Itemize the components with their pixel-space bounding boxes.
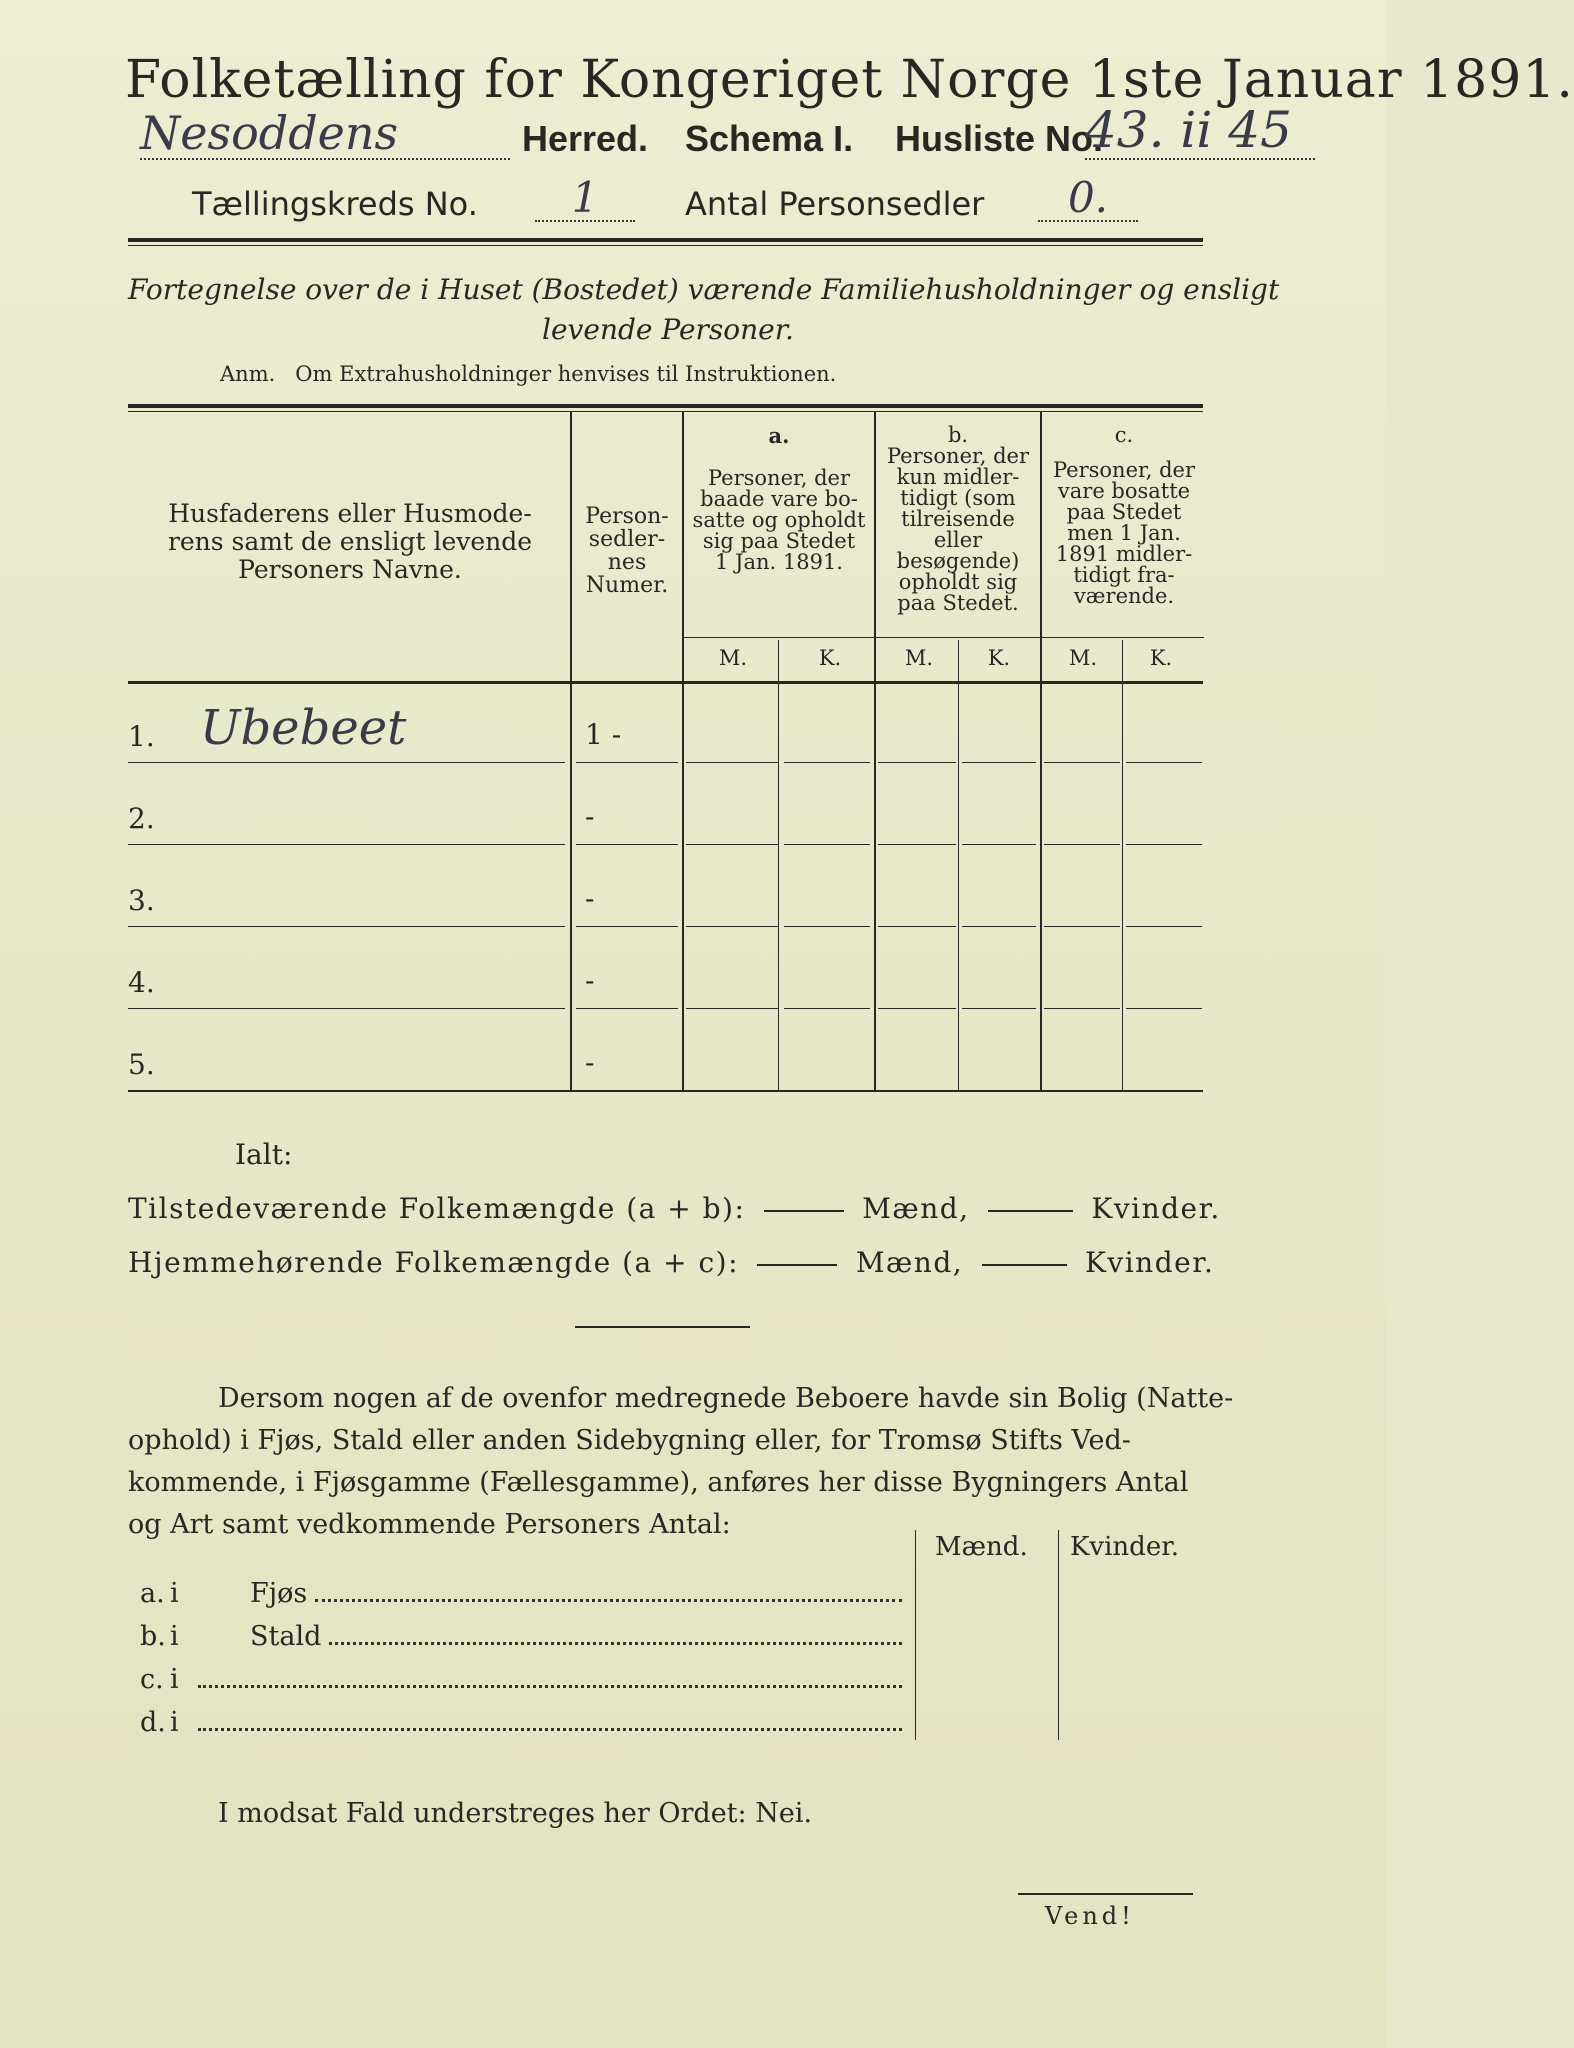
col-a-line-5: 1 Jan. 1891.	[715, 550, 843, 574]
herred-label: Herred.	[522, 118, 649, 159]
building-row-label: Fjøs	[250, 1578, 308, 1609]
form-title: Folketælling for Kongeriget Norge 1ste Januar 1891.	[125, 50, 1574, 110]
row-underline	[1126, 1008, 1202, 1009]
col-c-letter: c.	[1114, 423, 1134, 447]
col-b-line-2: kun midler-	[896, 465, 1020, 489]
row-person-number: -	[585, 1046, 595, 1079]
row-underline	[686, 844, 778, 845]
tilstede-maend: Mænd,	[862, 1192, 970, 1225]
col-line-mk-a	[778, 640, 779, 1090]
husliste-label: Husliste No.	[895, 118, 1104, 159]
husliste-value: 43. ii 45	[1085, 102, 1315, 160]
col-b-line-7: opholdt sig	[898, 570, 1018, 594]
row-underline	[784, 844, 870, 845]
row-underline	[784, 1008, 870, 1009]
row-underline	[878, 1008, 956, 1009]
hjemme-kvinder: Kvinder.	[1084, 1246, 1215, 1279]
col-name-line-2: rens samt de ensligt levende	[167, 527, 533, 556]
col-name-line-3: Personers Navne.	[238, 555, 462, 584]
building-row	[140, 1621, 902, 1652]
row-underline	[784, 762, 870, 763]
building-row-i: i	[170, 1578, 179, 1609]
row-underline	[1126, 762, 1202, 763]
row-underline	[962, 844, 1036, 845]
row-underline	[128, 1008, 565, 1009]
col-b-letter: b.	[947, 423, 969, 447]
col-b-line-5: eller	[933, 528, 983, 552]
building-row-i: i	[170, 1664, 179, 1695]
k-label-c: K.	[1149, 646, 1173, 670]
building-row-letter: d.	[140, 1707, 166, 1738]
section-divider	[575, 1326, 750, 1328]
row-number: 4.	[128, 966, 155, 999]
tilstede-kvinder: Kvinder.	[1091, 1192, 1221, 1225]
table-header-rule	[128, 681, 1203, 684]
row-underline	[1044, 1008, 1120, 1009]
antal-label: Antal Personsedler	[685, 185, 985, 223]
m-label-c: M.	[1068, 646, 1098, 670]
para-line-3: kommende, i Fjøsgamme (Fællesgamme), anføres her disse Bygningers Antal	[128, 1467, 1189, 1498]
col-num-line-2: sedler-	[588, 527, 666, 552]
herred-name: Nesoddens	[140, 108, 510, 160]
table-bottom-rule	[128, 1090, 1203, 1092]
row-underline	[962, 1008, 1036, 1009]
kreds-label: Tællingskreds No.	[192, 185, 478, 223]
row-underline	[1044, 926, 1120, 927]
col-b-line-6: besøgende)	[896, 549, 1020, 573]
col-num-line-4: Numer.	[585, 573, 669, 598]
hjemme-maend: Mænd,	[855, 1246, 964, 1279]
row-underline	[1126, 926, 1202, 927]
building-row-dots	[198, 1710, 902, 1731]
col-num-header	[572, 505, 682, 597]
row-underline	[1044, 762, 1120, 763]
tilstede-line	[128, 1192, 1221, 1225]
building-row-i: i	[170, 1621, 179, 1652]
col-b-line-1: Personer, der	[886, 444, 1030, 468]
col-c-line-4: men 1 Jan.	[1067, 521, 1181, 545]
building-row-i: i	[170, 1707, 179, 1738]
row-underline	[784, 926, 870, 927]
row-number: 3.	[128, 884, 155, 917]
row-underline	[576, 926, 678, 927]
col-c-line-6: tidigt fra-	[1073, 563, 1175, 587]
building-row-letter: c.	[140, 1664, 164, 1695]
building-row-dots	[315, 1581, 902, 1602]
row-underline	[128, 926, 565, 927]
col-line-mk-c	[1122, 640, 1123, 1090]
k-label-b: K.	[987, 646, 1011, 670]
row-underline	[128, 762, 565, 763]
tilstede-maend-blank	[764, 1210, 844, 1212]
table-top-rule	[128, 404, 1203, 408]
anm-note: Anm. Om Extrahusholdninger henvises til Instruktionen.	[220, 362, 837, 386]
hjemme-line	[128, 1246, 1215, 1279]
row-person-number: 1 -	[585, 718, 622, 751]
row-underline	[1126, 844, 1202, 845]
buildings-col-line-1	[915, 1530, 916, 1740]
row-underline	[128, 844, 565, 845]
col-b-line-8: paa Stedet.	[897, 591, 1019, 615]
row-underline	[878, 926, 956, 927]
para-line-4: og Art samt vedkommende Personers Antal:	[128, 1509, 731, 1540]
col-b-line-3: tidigt (som	[900, 486, 1016, 510]
row-underline	[576, 844, 678, 845]
col-c-line-5: 1891 midler-	[1055, 542, 1193, 566]
building-row-letter: b.	[140, 1621, 166, 1652]
nei-line: I modsat Fald understreges her Ordet: Nei.	[218, 1798, 813, 1829]
col-a-line-3: satte og opholdt	[692, 508, 866, 532]
col-b-header	[876, 425, 1040, 614]
col-num-line-1: Person-	[585, 504, 669, 529]
col-c-line-1: Personer, der	[1052, 458, 1196, 482]
row-underline	[878, 844, 956, 845]
m-label-b: M.	[904, 646, 934, 670]
col-num-line-3: nes	[607, 550, 647, 575]
building-row	[140, 1578, 902, 1609]
header-rule-thin	[128, 245, 1203, 246]
row-person-number: -	[585, 882, 595, 915]
hjemme-label: Hjemmehørende Folkemængde (a + c):	[128, 1246, 739, 1279]
antal-value: 0.	[1038, 176, 1138, 222]
row-number: 2.	[128, 802, 155, 835]
header-rule	[128, 238, 1203, 242]
col-a-header	[684, 425, 874, 573]
col-name-line-1: Husfaderens eller Husmode-	[168, 499, 532, 528]
row-underline	[686, 762, 778, 763]
row-underline	[576, 1008, 678, 1009]
buildings-col-line-2	[1058, 1530, 1059, 1740]
building-row-letter: a.	[140, 1578, 165, 1609]
vend-label: Vend!	[1045, 1902, 1135, 1930]
schema-label: Schema I.	[685, 118, 854, 159]
buildings-maend-header: Mænd.	[935, 1532, 1028, 1562]
k-label-a: K.	[818, 646, 842, 670]
intro-line-2: levende Personer.	[542, 313, 794, 346]
col-a-line-2: baade vare bo-	[700, 487, 858, 511]
building-row	[140, 1664, 902, 1695]
building-row-dots	[198, 1667, 902, 1688]
vend-rule	[1018, 1893, 1193, 1895]
col-c-line-3: paa Stedet	[1066, 500, 1182, 524]
col-c-line-7: værende.	[1073, 584, 1175, 608]
para-line-1: Dersom nogen af de ovenfor medregnede Beboere havde sin Bolig (Natte-	[218, 1383, 1234, 1414]
row-underline	[1044, 844, 1120, 845]
building-row-dots	[329, 1624, 902, 1645]
row-person-number: -	[585, 800, 595, 833]
col-line-mk-b	[958, 640, 959, 1090]
intro-line-1: Fortegnelse over de i Huset (Bostedet) værende Familiehusholdninger og ensligt	[128, 273, 1280, 306]
building-row	[140, 1707, 902, 1738]
m-label-a: M.	[718, 646, 748, 670]
buildings-paragraph	[128, 1378, 1234, 1546]
tilstede-kvinder-blank	[988, 1210, 1073, 1212]
ialt-label: Ialt:	[235, 1138, 293, 1171]
hjemme-maend-blank	[757, 1264, 837, 1266]
row-underline	[962, 762, 1036, 763]
buildings-kvinder-header: Kvinder.	[1070, 1532, 1180, 1562]
col-name-header	[130, 500, 570, 584]
building-row-label: Stald	[250, 1621, 322, 1652]
row-underline	[878, 762, 956, 763]
row-person-number: -	[585, 964, 595, 997]
mk-top-line	[684, 637, 1204, 638]
col-b-line-4: tilreisende	[901, 507, 1015, 531]
col-a-line-4: sig paa Stedet	[702, 529, 856, 553]
row-underline	[686, 1008, 778, 1009]
tilstede-label: Tilstedeværende Folkemængde (a + b):	[128, 1192, 746, 1225]
col-a-line-1: Personer, der	[707, 466, 851, 490]
row-underline	[962, 926, 1036, 927]
row-name: Ubebeet	[200, 700, 407, 756]
kreds-value: 1	[535, 176, 635, 222]
col-a-letter: a.	[768, 423, 790, 448]
row-number: 1.	[128, 720, 155, 753]
row-underline	[686, 926, 778, 927]
hjemme-kvinder-blank	[982, 1264, 1067, 1266]
row-number: 5.	[128, 1048, 155, 1081]
para-line-2: ophold) i Fjøs, Stald eller anden Sidebygning eller, for Tromsø Stifts Ved-	[128, 1425, 1131, 1456]
col-c-line-2: vare bosatte	[1057, 479, 1191, 503]
col-c-header	[1042, 425, 1206, 607]
row-underline	[576, 762, 678, 763]
